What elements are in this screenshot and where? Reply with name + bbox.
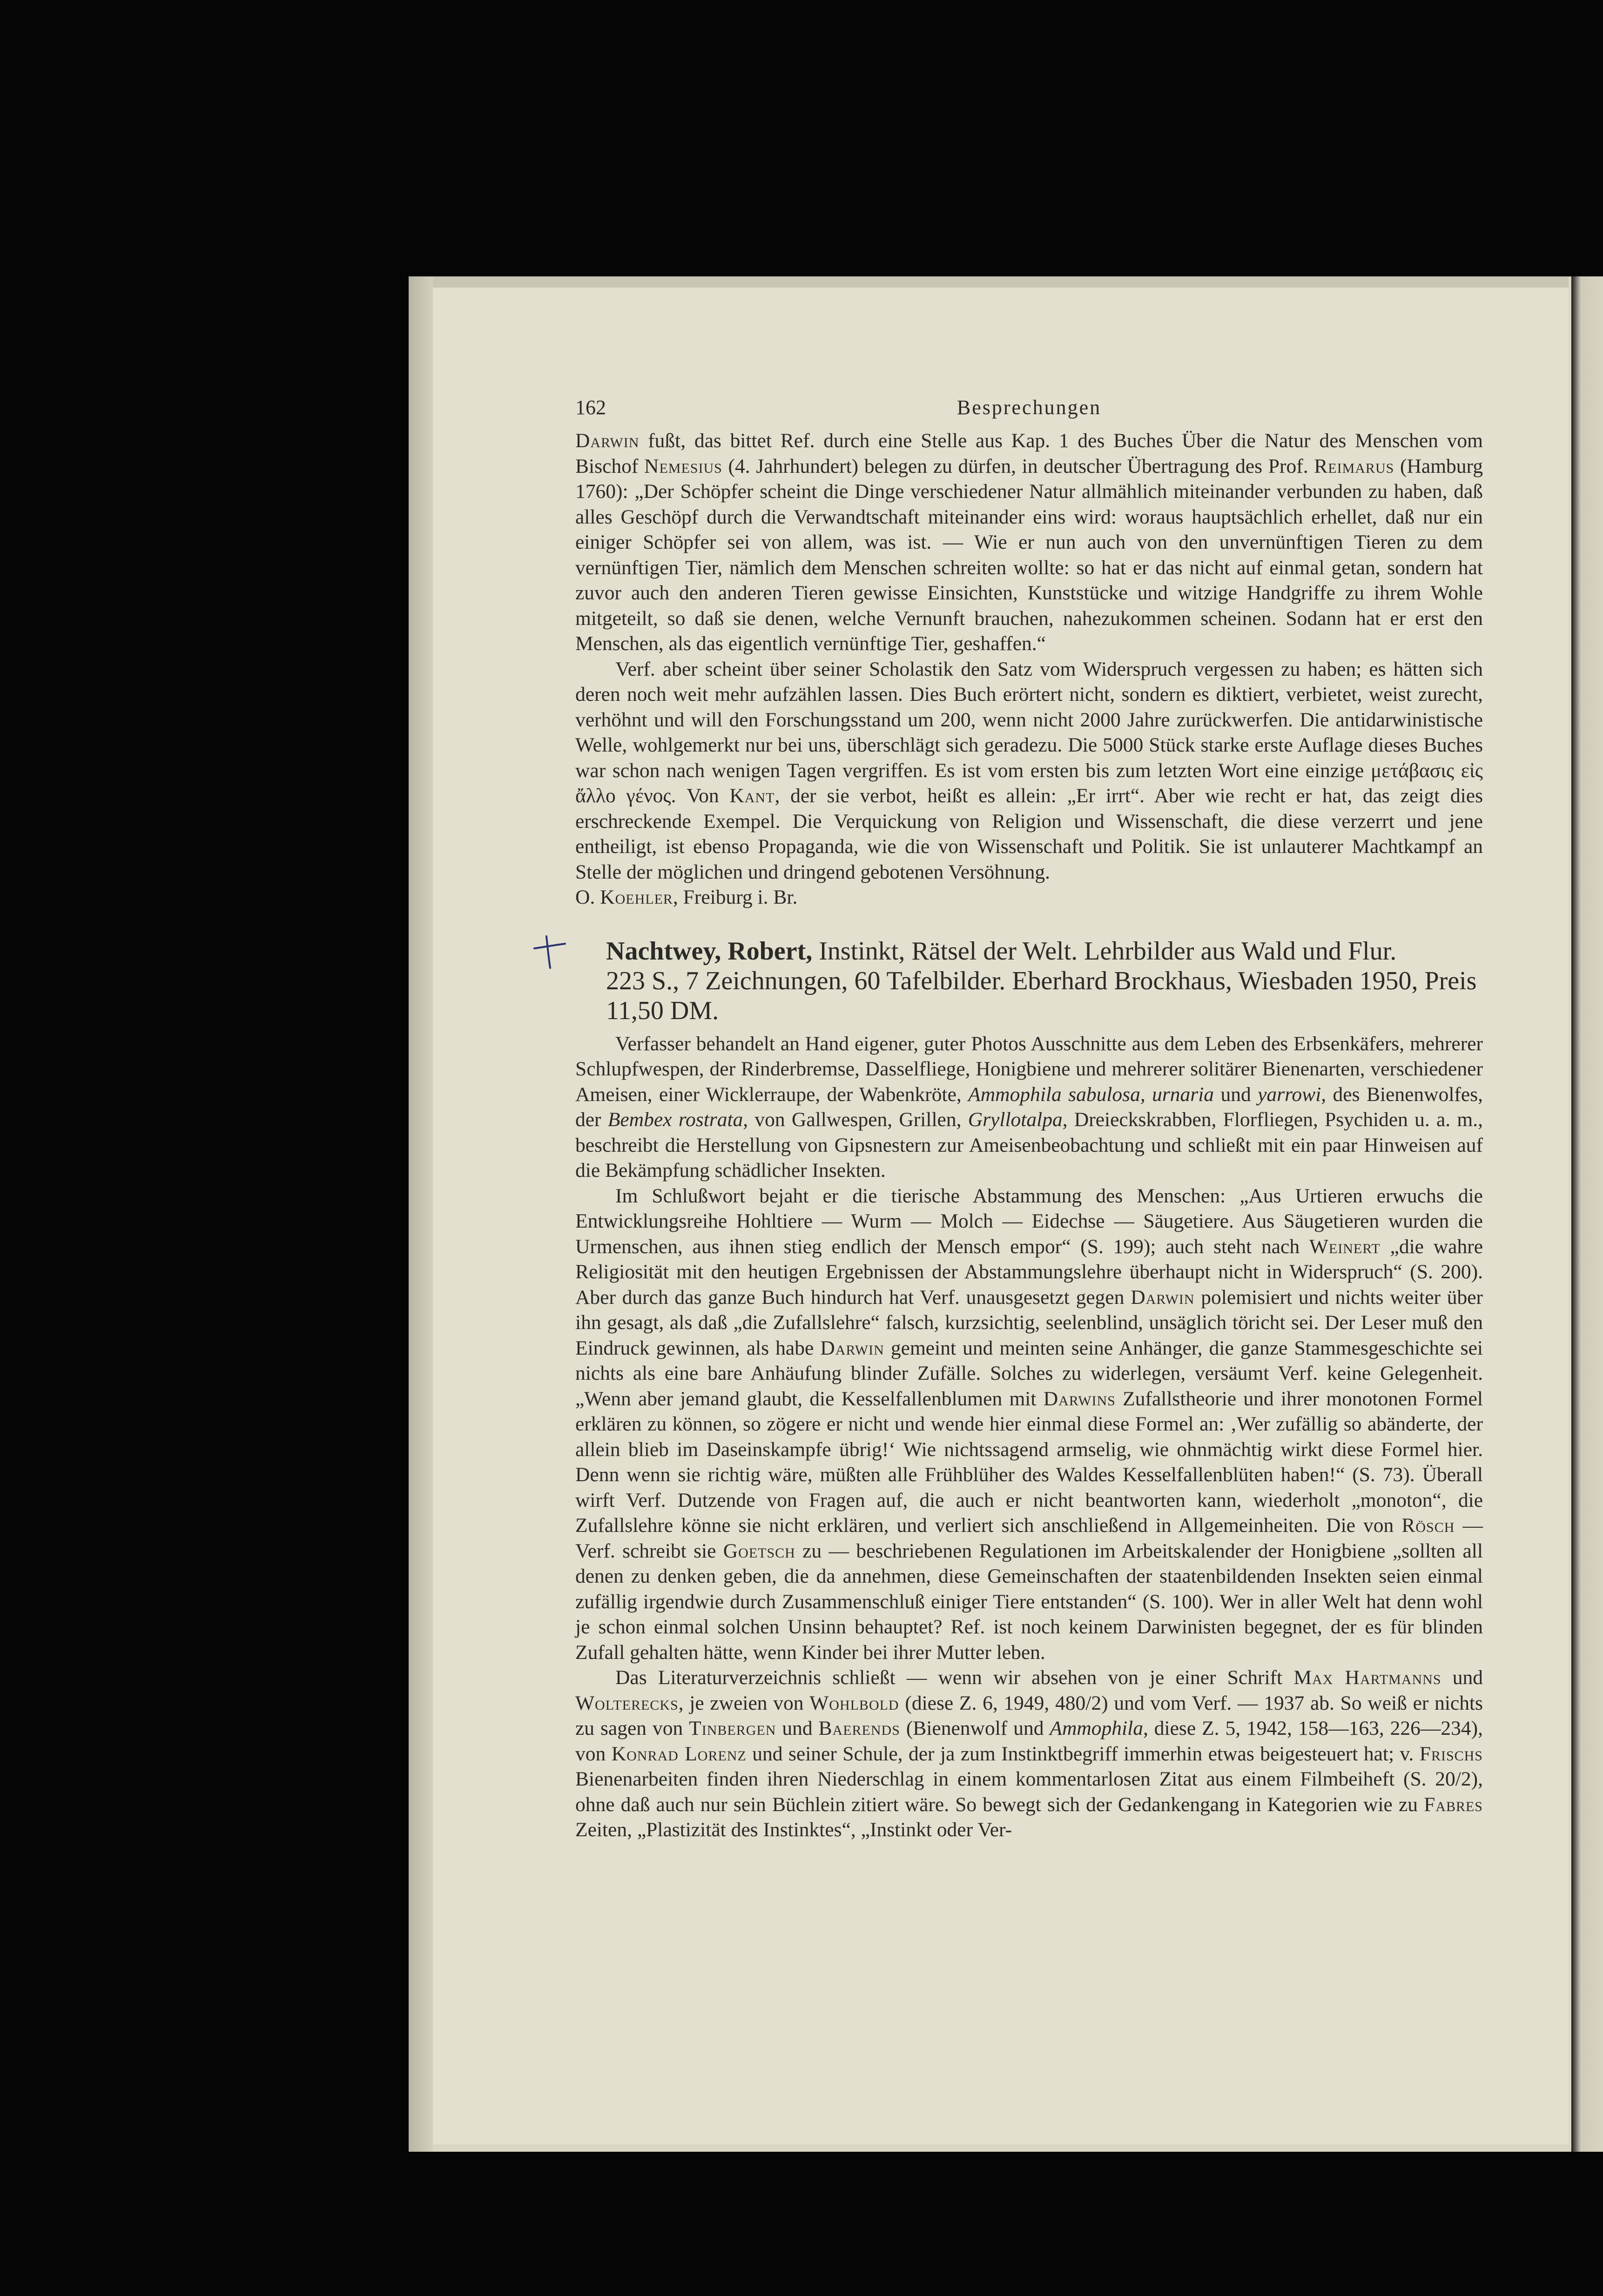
text-run: (Bienenwolf und	[900, 1717, 1050, 1739]
text-run: (diese Z. 6, 1949, 480/2) und vom Verf. — 1937 ab. So weiß er nichts zu sagen von	[575, 1692, 1483, 1739]
text-run: zu — beschriebenen Regulationen im Arbeitskalender der Honigbiene „sollten all denen zu denken geben, die da annehmen, diese Gemeinschaften der staatenbildenden Insekten seien einmal zufällig irgendwie durch Zusammenschluß einiger Tiere entstanden“ (S. 100). Wer in aller Welt hat denn wohl je schon einmal solchen Unsinn behauptet? Ref. ist noch keinem Darwinisten begegnet, der es für blinden Zufall gehalten hätte, wenn Kinder bei ihrer Mutter leben.	[575, 1539, 1483, 1664]
small-caps-name: Wolterecks	[575, 1692, 679, 1714]
text-run: Im Schlußwort bejaht er die tierische Abstammung des Menschen: „Aus Urtieren erwuchs die Entwicklungsreihe Hohltiere — Wurm — Molch — Eidechse — Säugetiere. Aus Säugetieren wurden die Urmenschen, aus ihnen stieg endlich der Mensch empor“ (S. 199); auch steht nach	[575, 1184, 1483, 1258]
text-run: Bienenarbeiten finden ihren Niederschlag in einem kommentarlosen Zitat aus einem Filmbeiheft (S. 20/2), ohne daß auch nur sein Büchlein zitiert wäre. So bewegt sich der Gedankengang in Kategorien wie zu	[575, 1768, 1483, 1816]
italic-term: Bembex rostrata	[607, 1108, 743, 1131]
text-run: , je zweien von	[678, 1692, 810, 1714]
text-run: (Hamburg 1760): „Der Schöpfer scheint die Dinge verschiedener Natur allmählich miteinander verbunden zu haben, daß alles Geschöpf durch die Verwandtschaft miteinander eins wird: woraus hauptsächlich erhellet, daß nur ein einiger Schöpfer sei von allem, was ist. — Wie er nun auch von den unvernünftigen Tieren zu dem vernünftigen Tier, nämlich dem Menschen schreiten wollte: so hat er das nicht auf einmal getan, sondern hat zuvor auch den anderen Tieren gewisse Einsichten, Kunststücke und witzige Handgriffe zu ihrem Wohle mitgeteilt, so daß sie denen, welche Vernunft brauchen, nahezukommen scheinen. Sodann hat er erst den Menschen, als das eigentlich vernünftige Tier, geshaffen.“	[575, 455, 1483, 655]
review2-author: Nachtwey, Robert,	[606, 936, 813, 966]
signature-place: , Freiburg i. Br.	[673, 886, 798, 908]
text-run: , von Gallwespen, Grillen,	[743, 1108, 968, 1131]
text-run: , diese Z. 5, 1942, 158—163, 226—234), von	[575, 1717, 1483, 1765]
small-caps-name: Darwins	[1043, 1387, 1116, 1410]
text-run: (4. Jahrhundert) belegen zu dürfen, in deutscher Übertragung des Prof.	[722, 455, 1314, 477]
review-koehler	[575, 428, 1483, 910]
signature-name: Koehler	[600, 886, 673, 908]
text-run: Zeiten, „Plastizität des Instinktes“, „Instinkt oder Ver-	[575, 1819, 1012, 1841]
small-caps-name: Darwin	[1131, 1286, 1195, 1309]
small-caps-name: Darwin	[575, 430, 640, 452]
small-caps-name: Max Hartmanns	[1293, 1666, 1441, 1689]
signature-initial: O.	[575, 886, 595, 908]
text-run: Das Literaturverzeichnis schließt — wenn wir absehen von je einer Schrift	[615, 1666, 1294, 1689]
text-run: Verfasser behandelt an Hand eigener, guter Photos Ausschnitte aus dem Leben des Erbsenkäfers, mehrerer Schlupfwespen, der Rinderbremse, Dasselfliege, Honigbiene und mehrerer solitärer Bienenarten, verschiedener Ameisen, einer Wicklerraupe, der Wabenkröte,	[575, 1032, 1483, 1106]
small-caps-name: Weinert	[1309, 1235, 1381, 1258]
running-title: Besprechungen	[956, 396, 1102, 419]
small-caps-name: Wohlbold	[809, 1692, 899, 1714]
small-caps-name: Konrad Lorenz	[611, 1742, 747, 1765]
italic-term: Ammophila	[1050, 1717, 1143, 1739]
page-content	[575, 396, 1483, 1843]
italic-term: yarrowi	[1258, 1083, 1321, 1106]
review1-paragraph-1	[575, 428, 1483, 657]
small-caps-name: Reimarus	[1314, 455, 1394, 477]
text-run: „die wahre Religiosität mit den heutigen Ergebnissen der Abstammungslehre überhaupt nicht in Widerspruch“ (S. 200). Aber durch das ganze Buch hindurch hat Verf. unausgesetzt gegen	[575, 1235, 1483, 1309]
review2-details: 223 S., 7 Zeichnungen, 60 Tafelbilder. Eberhard Brockhaus, Wiesbaden 1950, Preis 11,50 DM.	[606, 966, 1477, 1025]
plus-cross-annotation-icon	[532, 934, 568, 970]
text-run: Zufallstheorie und ihrer monotonen Formel erklären zu können, so zögere er nicht und wende hier einmal diese Formel an: ‚Wer zufällig so abänderte, der allein blieb im Daseinskampfe übrig!‘ Wie nichtssagend armselig, wie ohnmächtig wirkt diese Formel hier. Denn wenn sie richtig wäre, müßten alle Frühblüher des Waldes Kesselfallenblüten haben!“ (S. 73). Überall wirft Verf. Dutzende von Fragen auf, die auch er nicht beantworten kann, wiederholt „monoton“, die Zufallslehre könne sie nicht erklären, und verliert sich anschließend in Allgemeinheiten. Die von	[575, 1387, 1483, 1537]
small-caps-name: Fabres	[1424, 1793, 1483, 1816]
small-caps-name: Nemesius	[644, 455, 722, 477]
small-caps-name: Goetsch	[723, 1539, 795, 1562]
review-nachtwey	[575, 1031, 1483, 1843]
text-run: , der sie verbot, heißt es allein: „Er irrt“. Aber wie recht er hat, das zeigt dies erschreckende Exempel. Die Verquickung von Religion und Wissenschaft, die diese verzerrt und jene entheiligt, ist ebenso Propaganda, wie die von Wissenschaft und Politik. Sie ist unlauterer Machtkampf an Stelle der möglichen und dringend gebotenen Versöhnung.	[575, 785, 1483, 883]
text-run: Verf. aber scheint über seiner Scholastik den Satz vom Widerspruch vergessen zu haben; es hätten sich deren noch weit mehr aufzählen lassen. Dies Buch erörtert nicht, sondern es diktiert, verbietet, weist zurecht, verhöhnt und will den Forschungsstand um 200, wenn nicht 2000 Jahre zurückwerfen. Die antidarwinistische Welle, wohlgemerkt nur bei uns, überschlägt sich geradezu. Die 5000 Stück starke erste Auflage dieses Buches war schon nach wenigen Tagen vergriffen. Es ist vom ersten bis zum letzten Wort eine einzige μετάβασις εἰς ἄλλο γένος. Von	[575, 658, 1483, 807]
page-header	[575, 396, 1483, 428]
page-top-edge	[433, 276, 1569, 288]
italic-term: Gryllotalpa	[968, 1108, 1063, 1131]
small-caps-name: Rösch	[1401, 1514, 1455, 1537]
text-run: gemeint und meinten seine Anhänger, die ganze Stammesgeschichte sei nichts als eine bare Anhäufung blinder Zufälle. Solches zu widerlegen, versäumt Verf. keine Gelegenheit. „Wenn aber jemand glaubt, die Kesselfallenblumen mit	[575, 1336, 1483, 1410]
small-caps-name: Kant	[729, 785, 775, 807]
page-number: 162	[575, 396, 606, 419]
small-caps-name: Tinbergen	[689, 1717, 776, 1739]
review2-paragraph-2	[575, 1183, 1483, 1665]
review1-signature	[575, 885, 1483, 910]
text-run: und	[1214, 1083, 1258, 1106]
text-run: und	[776, 1717, 819, 1739]
text-run: fußt, das bittet Ref. durch eine Stelle aus Kap. 1 des Buches Über die Natur des Menschen vom Bischof	[575, 430, 1483, 477]
review2-paragraph-1	[575, 1031, 1483, 1183]
review2-paragraph-3	[575, 1665, 1483, 1843]
text-run: und seiner Schule, der ja zum Instinktbegriff immerhin etwas beigesteuert hat; v.	[746, 1742, 1420, 1765]
text-run: polemisiert und nichts weiter über ihn gesagt, als daß „die Zufallslehre“ falsch, kurzsichtig, seelenblind, unsäglich töricht sei. Der Leser muß den Eindruck gewinnen, als habe	[575, 1286, 1483, 1359]
text-run: und	[1441, 1666, 1483, 1689]
small-caps-name: Darwin	[820, 1336, 884, 1359]
small-caps-name: Frischs	[1419, 1742, 1483, 1765]
review2-heading	[575, 936, 1483, 1026]
small-caps-name: Baerends	[818, 1717, 900, 1739]
italic-term: Ammophila sabulosa, urnaria	[968, 1083, 1214, 1106]
text-run: — Verf. schreibt sie	[575, 1514, 1483, 1562]
facing-page-edge	[1571, 276, 1603, 2152]
page-stack-edge	[409, 276, 433, 2152]
text-run: , des Bienenwolfes, der	[575, 1083, 1483, 1131]
review1-paragraph-2	[575, 657, 1483, 885]
text-run: , Dreieckskrabben, Florfliegen, Psychiden u. a. m., beschreibt die Herstellung von Gipsnestern zur Ameisenbeobachtung und schließt mit ein paar Hinweisen auf die Bekämpfung schädlicher Insekten.	[575, 1108, 1483, 1182]
review2-title: Instinkt, Rätsel der Welt. Lehrbilder aus Wald und Flur.	[812, 936, 1397, 966]
